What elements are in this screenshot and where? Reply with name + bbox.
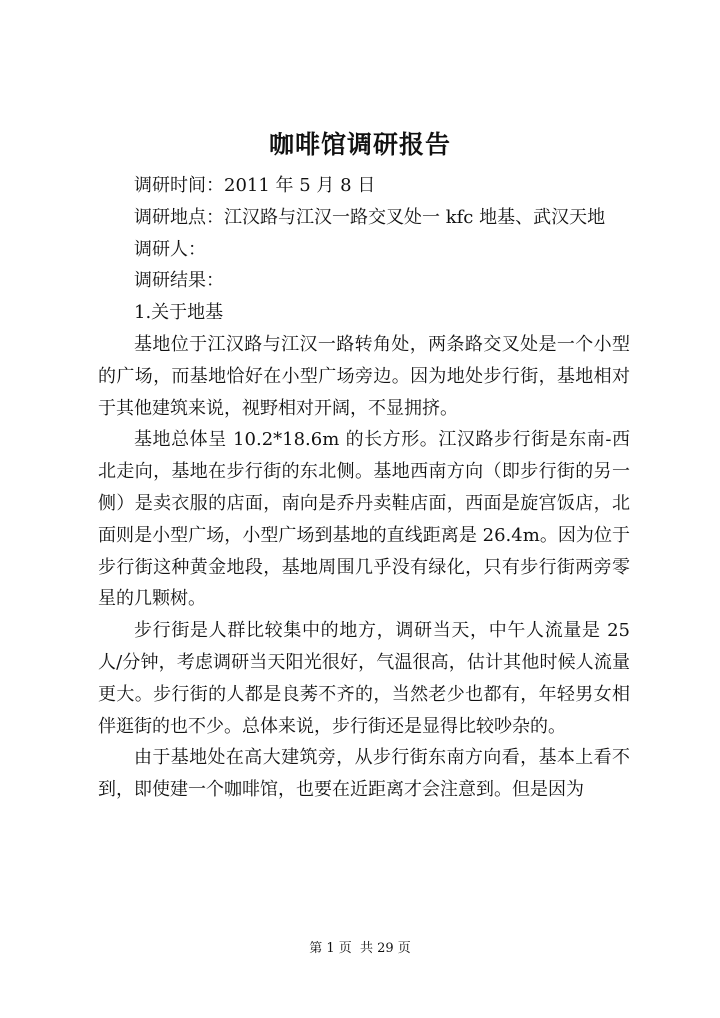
research-time: 调研时间：2011 年 5 月 8 日 bbox=[134, 175, 376, 196]
page-number: 第 1 页 共 29 页 bbox=[309, 941, 411, 956]
research-results-heading: 调研结果： bbox=[134, 270, 224, 292]
document-body bbox=[98, 170, 630, 806]
paragraph: 基地位于江汉路与江汉一路转角处，两条路交叉处是一个小型的广场，而基地恰好在小型广场旁边。因为地处步行街，基地相对于其他建筑来说，视野相对开阔，不显拥挤。 bbox=[98, 333, 630, 419]
page-footer bbox=[0, 940, 720, 958]
paragraph: 基地总体呈 10.2*18.6m 的长方形。江汉路步行街是东南-西北走向，基地在步行街的东北侧。基地西南方向（即步行街的另一侧）是卖衣服的店面，南向是乔丹卖鞋店面，西面是旋宫饭店，北面则是小型广场，小型广场到基地的直线距离是 26.4m。因为位于步行街这种黄金地段，基地周围几乎没有绿化，只有步行街两旁零星的几颗树。 bbox=[98, 429, 630, 610]
research-location: 调研地点：江汉路与江汉一路交叉处一 kfc 地基、武汉天地 bbox=[134, 206, 606, 228]
researcher: 调研人： bbox=[134, 238, 206, 260]
paragraph: 由于基地处在高大建筑旁，从步行街东南方向看，基本上看不到，即使建一个咖啡馆，也要在近距离才会注意到。但是因为 bbox=[98, 747, 630, 801]
document-title: 咖啡馆调研报告 bbox=[268, 130, 451, 159]
section-heading: 1.关于地基 bbox=[134, 302, 224, 324]
paragraph: 步行街是人群比较集中的地方，调研当天，中午人流量是 25 人/分钟，考虑调研当天阳光很好，气温很高，估计其他时候人流量更大。步行街的人都是良莠不齐的，当然老少也都有，年轻男女相伴逛街的也不少。总体来说，步行街还是显得比较吵杂的。 bbox=[98, 620, 630, 737]
